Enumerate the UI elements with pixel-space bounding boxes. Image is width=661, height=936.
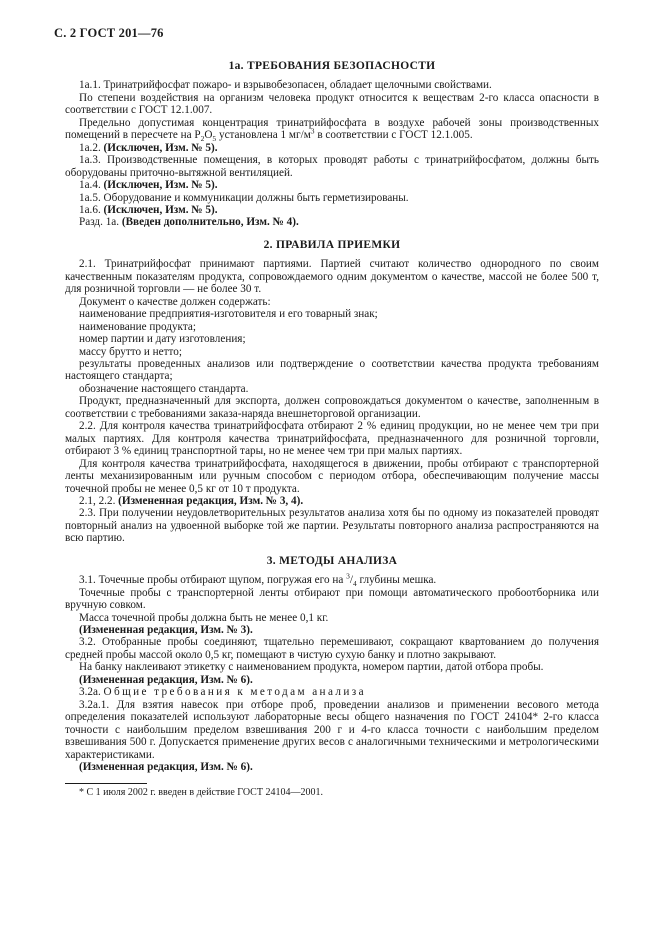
paragraph-1a-2: 1а.2. (Исключен, Изм. № 5).: [79, 141, 218, 154]
list-item: результаты проведенных анализов или подтверждение о соответствии качества продукта требованиям настоящего стандарта;: [65, 357, 599, 383]
paragraph-2-export: Продукт, предназначенный для экспорта, должен сопровождаться документом о качестве, заполненным в соответствии с требованиями заказа-наряда внешнеторговой организации.: [65, 395, 599, 420]
list-item: наименование предприятия-изготовителя и его товарный знак;: [79, 308, 378, 321]
paragraph-2-2: 2.2. Для контроля качества тринатрийфосфата отбирают 2 % единиц продукции, но не менее чем три при малых партиях. Для контроля качества тринатрийфосфата, предназначенного для розничной торговли, отбирают 3 % единиц транспортной тары, но не менее чем три при малых партиях.: [65, 420, 599, 458]
footnote-divider: [65, 783, 147, 784]
list-item: массу брутто и нетто;: [79, 345, 182, 358]
paragraph-3-amendment-6b: (Измененная редакция, Изм. № 6).: [79, 761, 253, 774]
paragraph-1a-1: 1а.1. Тринатрийфосфат пожаро- и взрывобезопасен, обладает щелочными свойствами.: [79, 79, 492, 92]
footnote: * С 1 июля 2002 г. введен в действие ГОСТ 24104—2001.: [79, 787, 323, 799]
page-content: [65, 60, 599, 799]
paragraph-1a-6: 1а.6. (Исключен, Изм. № 5).: [79, 203, 218, 216]
paragraph-3-2a-heading: 3.2а. Общие требования к методам анализа: [79, 686, 366, 699]
paragraph-1a-hazard-class: По степени воздействия на организм человека продукт относится к веществам 2-го класса опасности в соответствии с ГОСТ 12.1.007.: [65, 91, 599, 117]
list-item: обозначение настоящего стандарта.: [79, 382, 249, 395]
paragraph-1a-3: 1а.3. Производственные помещения, в которых проводят работы с тринатрийфосфатом, должны быть оборудованы приточно-вытяжной вентиляцией.: [65, 154, 599, 179]
paragraph-1a-amendment: Разд. 1а. (Введен дополнительно, Изм. № 4).: [79, 216, 299, 229]
paragraph-1a-4: 1а.4. (Исключен, Изм. № 5).: [79, 179, 218, 192]
paragraph-3-label: На банку наклеивают этикетку с наименованием продукта, номером партии, датой отбора пробы.: [79, 661, 544, 674]
section-1a-title: 1а. ТРЕБОВАНИЯ БЕЗОПАСНОСТИ: [228, 60, 436, 72]
paragraph-3-2: 3.2. Отобранные пробы соединяют, тщательно перемешивают, сокращают квартованием до получения средней пробы массой около 0,5 кг, помещают в чистую сухую банку и плотно закрывают.: [65, 636, 599, 661]
paragraph-3-2a-1: 3.2а.1. Для взятия навесок при отборе проб, проведении анализов и применении весового метода определения показателей используют лабораторные весы общего назначения по ГОСТ 24104* 2-го класса точности с наибольшим пределом взвешивания 200 г и 4-го класса точности с наибольшим пределом взвешивания 500 г. Допускается применение других весов с аналогичными техническими и метрологическими характеристиками.: [65, 698, 599, 761]
paragraph-3-1: 3.1. Точечные пробы отбирают щупом, погружая его на $^3/_4$ глубины мешка.: [79, 571, 437, 589]
paragraph-3-conveyor-sampling: Точечные пробы с транспортерной ленты отбирают при помощи автоматического пробоотборника или вручную совком.: [65, 586, 599, 612]
paragraph-3-amendment-3: (Измененная редакция, Изм. № 3).: [79, 624, 253, 637]
paragraph-3-sample-mass: Масса точечной пробы должна быть не менее 0,1 кг.: [79, 611, 329, 624]
list-item: номер партии и дату изготовления;: [79, 333, 246, 346]
paragraph-3-amendment-6a: (Измененная редакция, Изм. № 6).: [79, 673, 253, 686]
list-item: наименование продукта;: [79, 320, 196, 333]
paragraph-2-moving-sampling: Для контроля качества тринатрийфосфата, находящегося в движении, пробы отбирают с транспортерной ленты механизированным или ручным способом с периодом отбора, обеспечивающим получение массы точечной пробы не менее 0,5 кг от 10 т продукта.: [65, 457, 599, 495]
page-header: С. 2 ГОСТ 201—76: [54, 26, 164, 40]
paragraph-1a-concentration: Предельно допустимая концентрация тринатрийфосфата в воздухе рабочей зоны производственных помещений в пересчете на $P_2O_5$ установлена 1 $мг/м^3$ в соответствии с ГОСТ 12.1.005.: [65, 116, 599, 144]
paragraph-2-doc-contents: Документ о качестве должен содержать:: [79, 295, 271, 308]
section-2-title: 2. ПРАВИЛА ПРИЕМКИ: [263, 238, 401, 251]
paragraph-2-1: 2.1. Тринатрийфосфат принимают партиями. Партией считают количество однородного по своим качественным показателям продукта, сопровождаемого одним документом о качестве, массой не более 500 т, для розничной торговли — не более 30 т.: [65, 258, 599, 296]
paragraph-2-3: 2.3. При получении неудовлетворительных результатов анализа хотя бы по одному из показателей проводят повторный анализ на удвоенной выборке той же партии. Результаты повторного анализа распространяются на всю партию.: [65, 507, 599, 545]
paragraph-2-amendment: 2.1, 2.2. (Измененная редакция, Изм. № 3, 4).: [79, 494, 304, 507]
section-3-title: 3. МЕТОДЫ АНАЛИЗА: [266, 554, 398, 567]
paragraph-1a-5: 1а.5. Оборудование и коммуникации должны быть герметизированы.: [79, 191, 409, 204]
